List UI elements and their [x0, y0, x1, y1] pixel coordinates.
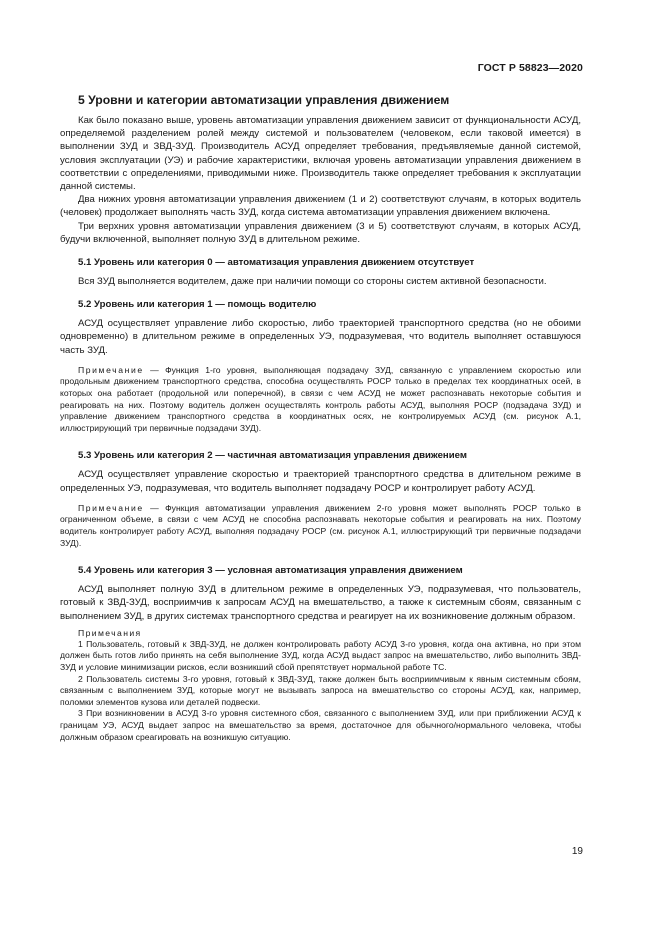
notes-heading: Примечания [78, 627, 142, 638]
subsection-5-3-title: 5.3 Уровень или категория 2 — частичная автоматизация управления движением [78, 450, 467, 462]
intro-paragraph: Два нижних уровня автоматизации управления движением (1 и 2) соответствуют случаям, в которых водитель (человек) продолжает выполнять часть ЗУД, когда система автоматизации управления движением включена. [60, 194, 581, 219]
document-code: ГОСТ Р 58823—2020 [477, 62, 583, 74]
subsection-5-1-text: Вся ЗУД выполняется водителем, даже при наличии помощи со стороны систем активной безопасности. [78, 276, 547, 288]
intro-paragraph: Три верхних уровня автоматизации управления движением (3 и 5) соответствуют случаям, в которых АСУД, будучи включенной, выполняет полную ЗУД в длительном режиме. [60, 220, 581, 245]
subsection-5-1-title: 5.1 Уровень или категория 0 — автоматизация управления движением отсутствует [78, 257, 475, 269]
note-item: 1 Пользователь, готовый к ЗВД-ЗУД, не должен контролировать работу АСУД 3-го уровня, когда она активна, но при этом должен быть готов либо принять на себя выполнение ЗУД, когда АСУД выдаст запрос на вмешательство, либо выполнить ЗВД-ЗУД и условие минимизации рисков, если возникший сбой препятствует нормальной работе ТС. [60, 638, 581, 672]
note-label: Примечание [78, 502, 144, 513]
subsection-5-2-text: АСУД осуществляет управление либо скоростью, либо траекторией транспортного средства (но не обоими одновременно) в длительном режиме в определенных УЭ, подразумевая, что водитель выполняет оставшуюся часть ЗУД. [60, 318, 581, 356]
note-text: — Функция автоматизации управления движением 2-го уровня может выполнять РОСР только в ограниченном объеме, в связи с чем АСУД не способна распознавать некоторые события и реагировать на них. Поэтому водитель контролирует работу АСУД, выполняя подзадачу РОСР (см. рисунок А.1, иллюстрирующий три первичные подзадачи ЗУД). [60, 502, 581, 548]
section-title: 5 Уровни и категории автоматизации управления движением [78, 93, 450, 107]
note-item: 3 При возникновении в АСУД 3-го уровня системного сбоя, связанного с выполнением ЗУД, или при приближении АСУД к границам УЭ, АСУД выдает запрос на вмешательство за время, достаточное для обычного/нормального человека, чтобы должным образом среагировать на возникшую ситуацию. [60, 708, 581, 742]
note-text: — Функция 1-го уровня, выполняющая подзадачу ЗУД, связанную с управлением скоростью или продольным движением транспортного средства, способна осуществлять РОСР только в пределах тех координатных осей, в которых она работает (продольной или поперечной), в связи с чем АСУД не может распознавать некоторые события и реагировать на них. Поэтому водитель должен осуществлять контроль работы АСУД, выполняя РОСР (подзадача ЗУД) и управление движением транспортного средства в координатных осях, не контролируемых АСУД (см. рисунок А.1, иллюстрирующий три первичные подзадачи ЗУД). [60, 364, 581, 433]
subsection-5-3-note [60, 503, 581, 549]
document-body [60, 114, 581, 743]
subsection-5-4-text: АСУД выполняет полную ЗУД в длительном режиме в определенных УЭ, подразумевая, что пользователь, готовый к ЗВД-ЗУД, восприимчив к запросам АСУД на вмешательство, а также к системным сбоям, связанным с выполнением ЗУД, в других системах транспортного средства и реагирует на их возникновение должным образом. [60, 584, 581, 622]
subsection-5-4-title: 5.4 Уровень или категория 3 — условная автоматизация управления движением [78, 565, 463, 577]
page-number: 19 [571, 846, 583, 857]
subsection-5-2-note [60, 365, 581, 435]
intro-paragraph: Как было показано выше, уровень автоматизации управления движением зависит от функциональности АСУД, определяемой разделением ролей между системой и пользователем (человеком, если таковой имеется) в выполнении ЗУД и ЗВД-ЗУД. Производитель АСУД определяет требования, предъявляемые данной системой, условия эксплуатации (УЭ) и рабочие характеристики, включая уровень автоматизации управления движением в соответствии с определениями, приводимыми ниже. Производитель также определяет требования к эксплуатации данной системы. [60, 115, 581, 193]
subsection-5-2-title: 5.2 Уровень или категория 1 — помощь водителю [78, 299, 317, 311]
note-label: Примечание [78, 364, 144, 375]
subsection-5-3-text: АСУД осуществляет управление скоростью и траекторией транспортного средства в длительном режиме в определенных УЭ, подразумевая, что водитель выполняет подзадачу РОСР и контролирует работу АСУД. [60, 469, 581, 494]
note-item: 2 Пользователь системы 3-го уровня, готовый к ЗВД-ЗУД, также должен быть восприимчивым к явным системным сбоям, связанным с выполнением ЗУД, которые могут не вызывать запроса на вмешательство со стороны АСУД, как, например, поломки элементов кузова или деталей подвески. [60, 673, 581, 707]
